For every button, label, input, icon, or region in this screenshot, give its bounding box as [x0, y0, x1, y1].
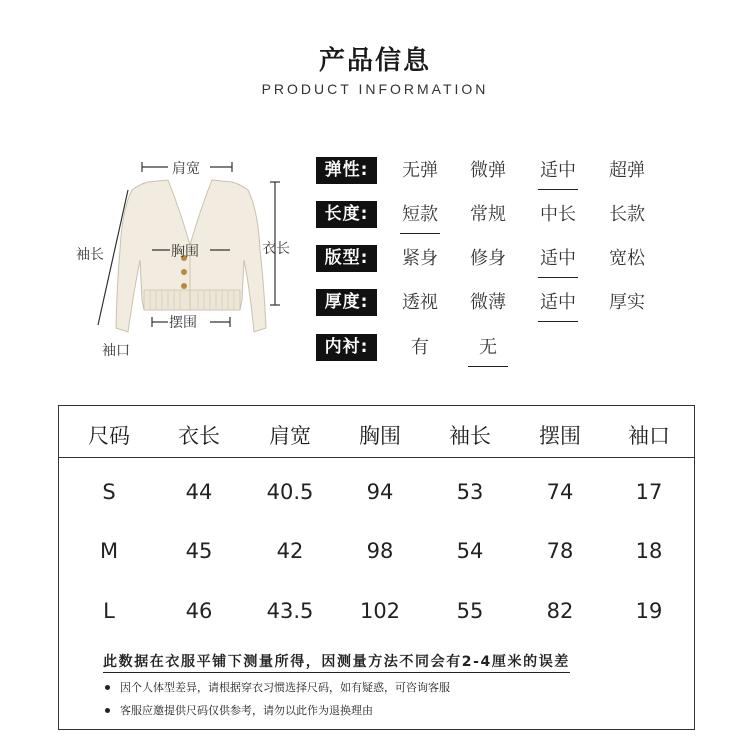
- cuff-label: 袖口: [102, 343, 130, 359]
- attr-option: 宽松: [609, 248, 645, 269]
- page-subtitle: PRODUCT INFORMATION: [261, 81, 489, 97]
- header-cell-sleeve: 袖长: [449, 424, 491, 448]
- attr-option: 无弹: [402, 160, 438, 181]
- measurement-note: 此数据在衣服平铺下测量所得，因测量方法不同会有2-4厘米的误差: [103, 651, 570, 673]
- attr-option-selected: 无: [460, 334, 516, 361]
- attr-option: 中长: [540, 204, 576, 225]
- attr-label: 弹性:: [316, 157, 377, 184]
- attr-option-selected: 适中: [530, 289, 586, 316]
- table-cell: 46: [185, 599, 213, 623]
- table-cell: 45: [185, 539, 213, 563]
- table-cell: 78: [546, 539, 574, 563]
- attr-option: 透视: [402, 292, 438, 313]
- attr-option-selected: 适中: [530, 157, 586, 184]
- header-cell-length: 衣长: [178, 424, 220, 448]
- hem-label: 摆围: [169, 315, 197, 331]
- attr-option: 微弹: [470, 160, 506, 181]
- bullet-dot-icon: [105, 685, 110, 690]
- table-cell: M: [99, 539, 119, 563]
- attr-label: 厚度:: [316, 289, 377, 316]
- table-cell: 40.5: [266, 480, 314, 504]
- size-table-header: [59, 406, 694, 458]
- table-cell: 102: [359, 599, 401, 623]
- attr-option: 长款: [609, 204, 645, 225]
- table-cell: 18: [635, 539, 663, 563]
- attr-label: 内衬:: [316, 334, 377, 361]
- header-cell-size: 尺码: [88, 424, 130, 448]
- attr-option: 紧身: [402, 248, 438, 269]
- page-title: 产品信息: [318, 46, 431, 76]
- attr-option: 微薄: [470, 292, 506, 313]
- note-bullet-text: 因个人体型差异，请根据穿衣习惯选择尺码，如有疑惑，可咨询客服: [120, 681, 450, 694]
- chest-label: 胸围: [171, 244, 199, 260]
- table-cell: 54: [456, 539, 484, 563]
- table-cell: 74: [546, 480, 574, 504]
- note-bullet: [105, 679, 450, 695]
- table-cell: 98: [366, 539, 394, 563]
- table-cell: 19: [635, 599, 663, 623]
- attr-label: 长度:: [316, 201, 377, 228]
- header-cell-hem: 摆围: [539, 424, 581, 448]
- table-cell: 17: [635, 480, 663, 504]
- table-cell: 43.5: [266, 599, 314, 623]
- table-cell: L: [103, 599, 115, 623]
- attr-option: 有: [411, 337, 429, 358]
- table-cell: 53: [456, 480, 484, 504]
- table-cell: S: [102, 480, 116, 504]
- bullet-dot-icon: [105, 708, 110, 713]
- note-bullet: [105, 702, 373, 718]
- attr-option: 修身: [470, 248, 506, 269]
- shoulder-width-label: 肩宽: [172, 161, 200, 177]
- garment-diagram: [70, 150, 300, 365]
- table-cell: 44: [185, 480, 213, 504]
- header-cell-chest: 胸围: [359, 424, 401, 448]
- attr-option-selected: 适中: [530, 245, 586, 272]
- table-cell: 42: [276, 539, 304, 563]
- table-cell: 94: [366, 480, 394, 504]
- attr-option: 厚实: [609, 292, 645, 313]
- attr-option-selected: 短款: [392, 201, 448, 228]
- table-cell: 55: [456, 599, 484, 623]
- note-bullet-text: 客服应邀提供尺码仅供参考，请勿以此作为退换理由: [120, 704, 373, 717]
- table-cell: 82: [546, 599, 574, 623]
- size-table: [58, 405, 695, 730]
- sleeve-length-label: 袖长: [76, 247, 104, 263]
- attr-option: 常规: [470, 204, 506, 225]
- attr-option: 超弹: [609, 160, 645, 181]
- body-length-label: 衣长: [262, 241, 290, 257]
- header-cell-cuff: 袖口: [628, 424, 670, 448]
- header-cell-shoulder: 肩宽: [269, 424, 311, 448]
- attr-label: 版型:: [316, 245, 377, 272]
